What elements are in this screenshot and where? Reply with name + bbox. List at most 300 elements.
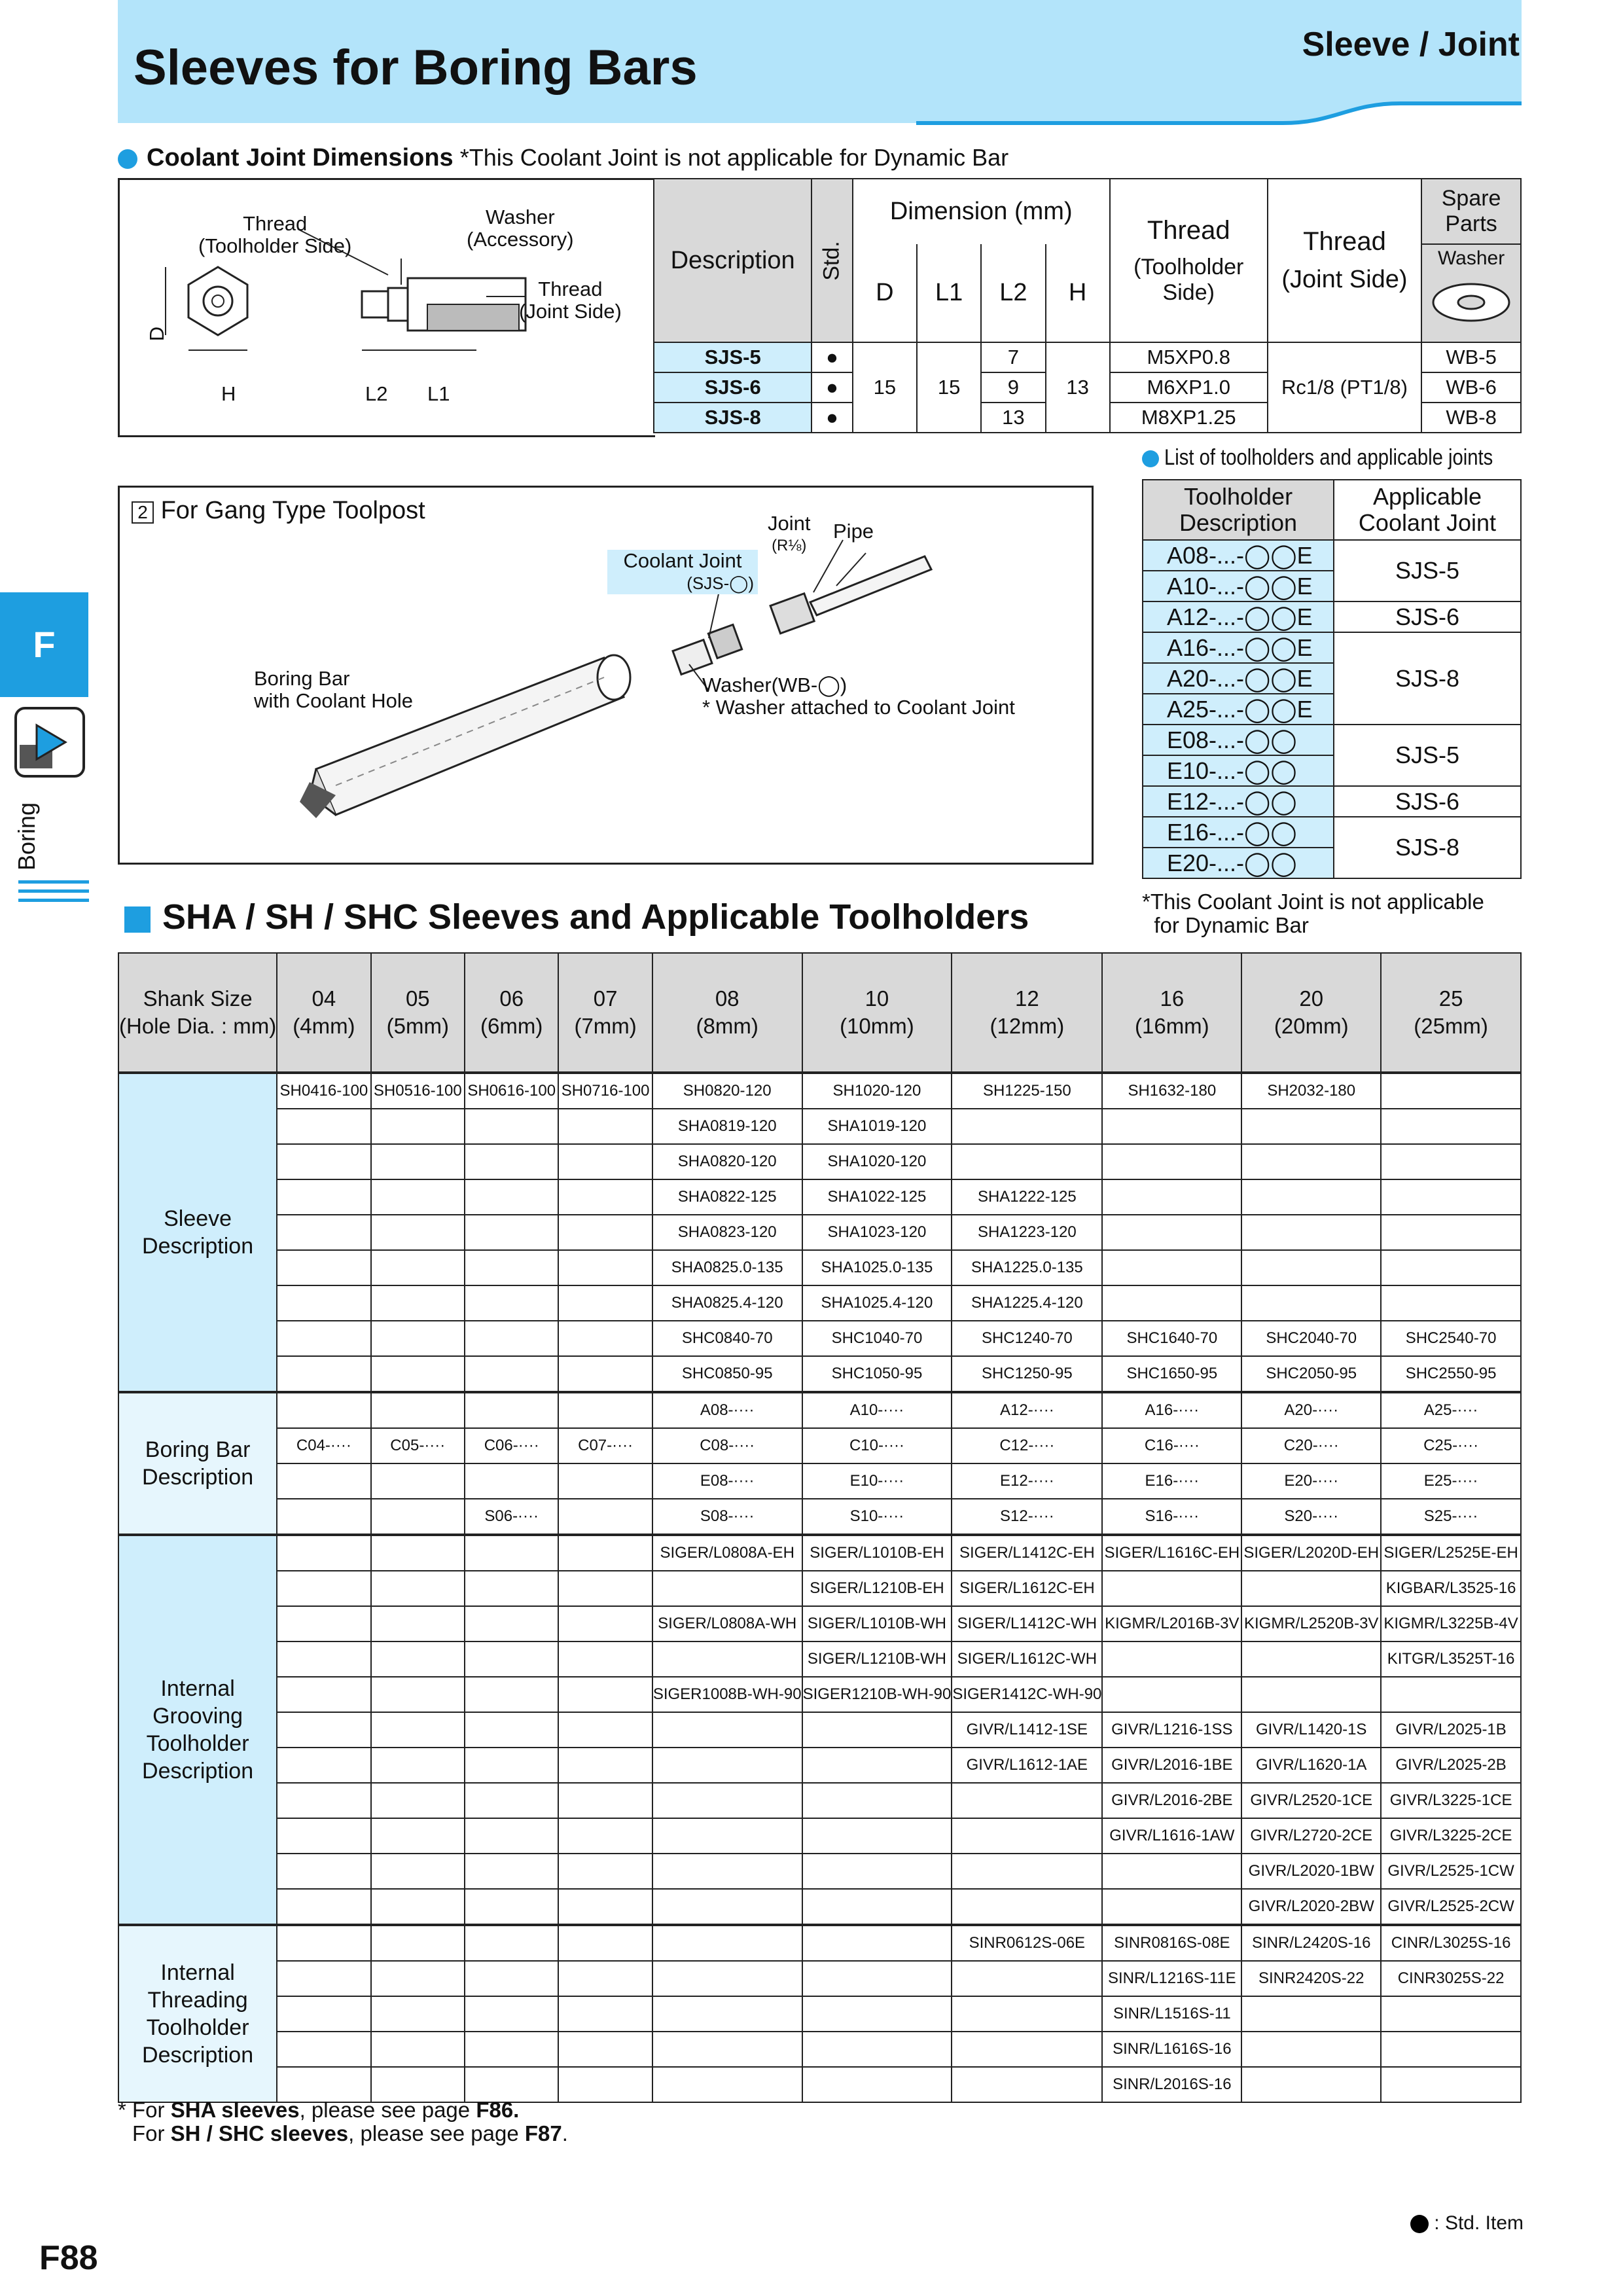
cell-washer: WB-8 — [1421, 403, 1521, 433]
table-cell: SIGER/L1412C-EH — [952, 1535, 1102, 1571]
group-label: Internal Grooving Toolholder Description — [118, 1535, 277, 1925]
table-cell — [558, 1606, 652, 1641]
table-cell — [465, 1996, 558, 2032]
col-shank-20: 20 (20mm) — [1241, 953, 1381, 1073]
table-cell — [371, 1606, 465, 1641]
list-holder: A10-...-◯◯E — [1143, 571, 1334, 601]
table-cell — [465, 1748, 558, 1783]
bullet-icon — [1142, 450, 1159, 467]
list-joint: SJS-6 — [1334, 601, 1521, 632]
table-cell — [371, 1499, 465, 1535]
col-shank-05: 05 (5mm) — [371, 953, 465, 1073]
row-desc: SJS-8 — [654, 403, 812, 433]
list-holder: A25-...-◯◯E — [1143, 694, 1334, 725]
table-cell — [371, 1535, 465, 1571]
table-cell — [1241, 1996, 1381, 2032]
table-cell: KITGR/L3525T-16 — [1381, 1641, 1521, 1677]
list-holder: A08-...-◯◯E — [1143, 540, 1334, 571]
col-l1: L1 — [917, 244, 981, 342]
table-cell: S20-···· — [1241, 1499, 1381, 1535]
table-cell: GIVR/L2025-1B — [1381, 1712, 1521, 1748]
table-cell: SINR/L2016S-16 — [1102, 2067, 1241, 2102]
table-cell — [952, 1109, 1102, 1144]
cell-l2: 13 — [981, 403, 1045, 433]
label-thread-joint: Thread (Joint Side) — [519, 278, 622, 323]
table-cell: GIVR/L2020-1BW — [1241, 1854, 1381, 1889]
list-holder: E20-...-◯◯ — [1143, 848, 1334, 878]
table-cell: SIGER/L2020D-EH — [1241, 1535, 1381, 1571]
table-cell — [277, 1463, 370, 1499]
table-cell — [371, 1285, 465, 1321]
table-cell: SHA0825.4-120 — [652, 1285, 802, 1321]
list-holder: E12-...-◯◯ — [1143, 786, 1334, 817]
table-cell: S08-···· — [652, 1499, 802, 1535]
list-holder: E10-...-◯◯ — [1143, 755, 1334, 786]
table-row — [118, 1783, 1521, 1818]
coolant-joint-table — [653, 178, 1522, 433]
table-cell — [558, 2032, 652, 2067]
table-cell — [371, 1996, 465, 2032]
table-row — [118, 1499, 1521, 1535]
table-row — [118, 1712, 1521, 1748]
col-d: D — [853, 244, 917, 342]
table-row — [118, 1535, 1521, 1571]
cell-joint-thread: Rc1/8 (PT1/8) — [1268, 342, 1421, 433]
table-cell: GIVR/L3225-1CE — [1381, 1783, 1521, 1818]
table-cell: GIVR/L1420-1S — [1241, 1712, 1381, 1748]
col-toolholder-description: Toolholder Description — [1143, 480, 1334, 540]
table-cell — [558, 1321, 652, 1356]
table-cell — [1102, 1571, 1241, 1606]
table-cell — [1241, 1109, 1381, 1144]
table-cell: KIGMR/L3225B-4V — [1381, 1606, 1521, 1641]
col-shank-12: 12 (12mm) — [952, 953, 1102, 1073]
table-row — [118, 1889, 1521, 1925]
table-cell: SHC1050-95 — [802, 1356, 952, 1392]
table-cell: C06-···· — [465, 1428, 558, 1463]
table-cell — [1102, 1215, 1241, 1250]
table-cell — [1241, 1179, 1381, 1215]
cell-washer: WB-6 — [1421, 372, 1521, 403]
col-spare-parts: Spare Parts — [1421, 179, 1521, 244]
table-cell: SHA1019-120 — [802, 1109, 952, 1144]
group-label: Internal Threading Toolholder Description — [118, 1925, 277, 2102]
table-cell — [465, 2067, 558, 2102]
table-cell: SIGER/L1412C-WH — [952, 1606, 1102, 1641]
row-std: ● — [812, 342, 852, 372]
label-boring-bar: Boring Bar with Coolant Hole — [254, 667, 413, 712]
table-cell — [652, 1818, 802, 1854]
table-cell — [558, 1818, 652, 1854]
table-cell — [465, 1463, 558, 1499]
table-cell: SHC2050-95 — [1241, 1356, 1381, 1392]
table-cell: SIGER/L0808A-WH — [652, 1606, 802, 1641]
table-cell — [277, 1854, 370, 1889]
table-cell: GIVR/L3225-2CE — [1381, 1818, 1521, 1854]
table-cell — [1381, 1215, 1521, 1250]
table-cell: SIGER/L1612C-EH — [952, 1571, 1102, 1606]
list-joint: SJS-5 — [1334, 725, 1521, 786]
table-cell — [652, 1748, 802, 1783]
table-cell — [465, 1571, 558, 1606]
table-cell: SHA1023-120 — [802, 1215, 952, 1250]
table-cell — [277, 1356, 370, 1392]
gang-title: For Gang Type Toolpost — [160, 497, 425, 524]
table-cell — [465, 1889, 558, 1925]
col-h: H — [1046, 244, 1110, 342]
table-cell — [465, 1961, 558, 1996]
table-cell — [652, 1961, 802, 1996]
label-joint: Joint (R⅛) — [768, 512, 811, 554]
table-cell — [277, 1641, 370, 1677]
table-cell: SIGER/L1210B-WH — [802, 1641, 952, 1677]
std-dot-icon — [1410, 2215, 1429, 2233]
table-cell: SINR/L2420S-16 — [1241, 1925, 1381, 1961]
table-cell: S16-···· — [1102, 1499, 1241, 1535]
table-cell: SHA1025.0-135 — [802, 1250, 952, 1285]
table-cell: SIGER/L1010B-EH — [802, 1535, 952, 1571]
table-cell — [1381, 2032, 1521, 2067]
label-coolant-joint: Coolant Joint (SJS-◯) — [607, 550, 758, 594]
table-cell — [652, 1889, 802, 1925]
table-row — [118, 2032, 1521, 2067]
table-cell — [371, 1854, 465, 1889]
table-cell — [371, 1144, 465, 1179]
table-cell — [558, 1571, 652, 1606]
sidebar-letter-tab[interactable]: F — [0, 592, 88, 697]
table-cell: SINR/L1616S-16 — [1102, 2032, 1241, 2067]
table-cell — [952, 1783, 1102, 1818]
table-cell: SHC0840-70 — [652, 1321, 802, 1356]
cell-thread: M5XP0.8 — [1110, 342, 1268, 372]
bullet-icon — [118, 149, 137, 169]
table-cell — [558, 1144, 652, 1179]
table-cell — [277, 1392, 370, 1428]
table-cell — [802, 2032, 952, 2067]
table-cell — [1241, 1677, 1381, 1712]
table-cell — [371, 1889, 465, 1925]
table-cell — [1381, 2067, 1521, 2102]
table-cell — [558, 1179, 652, 1215]
table-cell — [371, 1748, 465, 1783]
list-holder: E08-...-◯◯ — [1143, 725, 1334, 755]
table-cell: SHA1225.4-120 — [952, 1285, 1102, 1321]
table-cell — [558, 1250, 652, 1285]
table-cell: SHC1650-95 — [1102, 1356, 1241, 1392]
table-row — [118, 1321, 1521, 1356]
table-cell — [465, 1250, 558, 1285]
table-cell — [558, 1996, 652, 2032]
table-cell: E20-···· — [1241, 1463, 1381, 1499]
header-curve-decoration — [916, 77, 1522, 130]
table-cell: E10-···· — [802, 1463, 952, 1499]
table-cell — [652, 1783, 802, 1818]
list-note: *This Coolant Joint is not applicable for Dynamic Bar — [1142, 889, 1484, 937]
table-row — [118, 1818, 1521, 1854]
table-cell: SHC0850-95 — [652, 1356, 802, 1392]
table-cell: SH0416-100 — [277, 1073, 370, 1109]
table-cell: S25-···· — [1381, 1499, 1521, 1535]
table-cell: A08-···· — [652, 1392, 802, 1428]
table-row — [118, 1677, 1521, 1712]
col-applicable-joint: Applicable Coolant Joint — [1334, 480, 1521, 540]
table-row — [118, 1641, 1521, 1677]
table-cell: C07-···· — [558, 1428, 652, 1463]
table-cell — [652, 2032, 802, 2067]
table-cell: SHC2540-70 — [1381, 1321, 1521, 1356]
table-cell: SH1225-150 — [952, 1073, 1102, 1109]
table-cell — [952, 1889, 1102, 1925]
section-tag: Sleeve / Joint — [1302, 26, 1520, 63]
table-cell: GIVR/L2520-1CE — [1241, 1783, 1381, 1818]
table-cell: GIVR/L1620-1A — [1241, 1748, 1381, 1783]
list-holder: A20-...-◯◯E — [1143, 663, 1334, 694]
cell-l2: 9 — [981, 372, 1045, 403]
row-desc: SJS-6 — [654, 372, 812, 403]
label-washer: Washer (Accessory) — [467, 206, 574, 251]
cell-thread: M8XP1.25 — [1110, 403, 1268, 433]
washer-icon — [1429, 270, 1514, 329]
table-row — [118, 1428, 1521, 1463]
table-cell — [952, 2032, 1102, 2067]
table-cell — [1381, 1285, 1521, 1321]
table-cell — [465, 1712, 558, 1748]
table-cell — [371, 1925, 465, 1961]
table-cell: SH1020-120 — [802, 1073, 952, 1109]
group-label: Sleeve Description — [118, 1073, 277, 1392]
table-cell: SHA0823-120 — [652, 1215, 802, 1250]
table-cell: S12-···· — [952, 1499, 1102, 1535]
table-cell — [802, 1889, 952, 1925]
table-cell: A25-···· — [1381, 1392, 1521, 1428]
table-cell — [1102, 1285, 1241, 1321]
table-cell — [277, 1748, 370, 1783]
table-cell: C16-···· — [1102, 1428, 1241, 1463]
table-cell: S10-···· — [802, 1499, 952, 1535]
table-cell — [1102, 1250, 1241, 1285]
label-l2: L2 — [365, 382, 388, 405]
sleeves-table — [118, 952, 1522, 2103]
table-cell — [371, 1215, 465, 1250]
table-cell — [465, 1818, 558, 1854]
table-cell: GIVR/L1412-1SE — [952, 1712, 1102, 1748]
table-cell — [277, 1321, 370, 1356]
label-thread-toolholder: Thread (Toolholder Side) — [198, 212, 352, 257]
table-cell — [277, 2067, 370, 2102]
table-cell — [277, 1144, 370, 1179]
table-cell — [465, 1925, 558, 1961]
sleeves-footnotes — [118, 2098, 568, 2145]
table-cell: SH0616-100 — [465, 1073, 558, 1109]
table-cell — [371, 1783, 465, 1818]
table-cell: SIGER/L1616C-EH — [1102, 1535, 1241, 1571]
table-cell — [277, 1961, 370, 1996]
table-cell: A12-···· — [952, 1392, 1102, 1428]
list-joint: SJS-8 — [1334, 632, 1521, 725]
table-cell — [277, 1925, 370, 1961]
table-cell — [465, 2032, 558, 2067]
boring-category-icon — [13, 706, 86, 779]
table-cell — [1241, 1285, 1381, 1321]
table-cell: SHA0825.0-135 — [652, 1250, 802, 1285]
table-cell: SHA1025.4-120 — [802, 1285, 952, 1321]
gang-toolpost-box — [118, 486, 1094, 865]
table-cell: SH0820-120 — [652, 1073, 802, 1109]
table-cell — [277, 1499, 370, 1535]
table-cell: SIGER1210B-WH-90 — [802, 1677, 952, 1712]
table-cell: C12-···· — [952, 1428, 1102, 1463]
label-d: D — [145, 326, 169, 342]
sleeves-heading-row — [124, 897, 1029, 937]
table-cell — [1102, 1144, 1241, 1179]
col-shank-07: 07 (7mm) — [558, 953, 652, 1073]
table-cell — [465, 1535, 558, 1571]
table-cell — [277, 1250, 370, 1285]
table-cell — [558, 1783, 652, 1818]
page-title: Sleeves for Boring Bars — [134, 40, 698, 96]
table-row — [118, 1996, 1521, 2032]
table-cell: GIVR/L1216-1SS — [1102, 1712, 1241, 1748]
table-cell: SHA0822-125 — [652, 1179, 802, 1215]
table-cell — [652, 1996, 802, 2032]
table-cell — [558, 1889, 652, 1925]
table-cell — [1102, 1889, 1241, 1925]
table-cell: SINR0816S-08E — [1102, 1925, 1241, 1961]
table-cell: A20-···· — [1241, 1392, 1381, 1428]
table-cell: E25-···· — [1381, 1463, 1521, 1499]
table-cell — [1241, 2032, 1381, 2067]
group-label: Boring Bar Description — [118, 1392, 277, 1535]
col-shank-08: 08 (8mm) — [652, 953, 802, 1073]
page-number: F88 — [39, 2239, 98, 2277]
table-cell: SH2032-180 — [1241, 1073, 1381, 1109]
col-thread-joint: Thread (Joint Side) — [1268, 179, 1421, 342]
table-cell — [371, 1641, 465, 1677]
table-cell: SHC1640-70 — [1102, 1321, 1241, 1356]
table-cell — [802, 1712, 952, 1748]
table-cell — [558, 1677, 652, 1712]
table-cell — [802, 1925, 952, 1961]
table-cell: A10-···· — [802, 1392, 952, 1428]
table-row — [118, 1250, 1521, 1285]
table-cell: SHA0819-120 — [652, 1109, 802, 1144]
table-cell — [465, 1641, 558, 1677]
table-cell: SIGER/L1010B-WH — [802, 1606, 952, 1641]
table-cell — [1381, 1073, 1521, 1109]
table-cell — [802, 1961, 952, 1996]
list-heading: List of toolholders and applicable joints — [1164, 445, 1493, 470]
table-cell — [371, 1392, 465, 1428]
label-pipe: Pipe — [833, 520, 874, 543]
table-cell: SHC1250-95 — [952, 1356, 1102, 1392]
table-cell — [371, 2067, 465, 2102]
table-row — [118, 1144, 1521, 1179]
cell-d: 15 — [853, 342, 917, 433]
table-cell — [465, 1783, 558, 1818]
list-joint: SJS-8 — [1334, 817, 1521, 878]
table-cell — [465, 1321, 558, 1356]
table-cell — [465, 1109, 558, 1144]
footnote-sh-shc: For SH / SHC sleeves, please see page F87. — [132, 2121, 568, 2145]
table-cell: SINR0612S-06E — [952, 1925, 1102, 1961]
table-cell — [1102, 1641, 1241, 1677]
table-cell — [952, 1144, 1102, 1179]
row-std: ● — [812, 372, 852, 403]
table-cell — [371, 1179, 465, 1215]
table-row — [118, 1392, 1521, 1428]
table-cell — [1241, 1250, 1381, 1285]
table-cell: SIGER/L2525E-EH — [1381, 1535, 1521, 1571]
table-cell — [1241, 1144, 1381, 1179]
table-cell: KIGBAR/L3525-16 — [1381, 1571, 1521, 1606]
table-cell: SINR2420S-22 — [1241, 1961, 1381, 1996]
table-row — [118, 1179, 1521, 1215]
label-washer-gang: Washer(WB-◯) * Washer attached to Coolant Joint — [702, 673, 1015, 719]
cell-washer: WB-5 — [1421, 342, 1521, 372]
table-row — [118, 2067, 1521, 2102]
table-cell — [277, 1109, 370, 1144]
table-cell — [371, 1463, 465, 1499]
cell-h: 13 — [1046, 342, 1110, 433]
table-cell — [371, 1321, 465, 1356]
table-cell — [277, 1818, 370, 1854]
table-cell — [952, 1854, 1102, 1889]
table-cell — [1102, 1179, 1241, 1215]
coolant-note: *This Coolant Joint is not applicable for Dynamic Bar — [459, 144, 1009, 171]
table-cell — [277, 1571, 370, 1606]
table-cell: C10-···· — [802, 1428, 952, 1463]
table-cell: GIVR/L2016-1BE — [1102, 1748, 1241, 1783]
table-cell — [1381, 1996, 1521, 2032]
sidebar-stripes — [18, 880, 89, 908]
toolholder-joint-table — [1142, 479, 1522, 879]
table-cell: GIVR/L2020-2BW — [1241, 1889, 1381, 1925]
table-cell — [652, 1925, 802, 1961]
col-washer: Washer — [1421, 244, 1521, 342]
table-row — [118, 1463, 1521, 1499]
table-cell: SHA1020-120 — [802, 1144, 952, 1179]
table-cell: SINR/L1216S-11E — [1102, 1961, 1241, 1996]
table-cell: E08-···· — [652, 1463, 802, 1499]
table-cell — [465, 1179, 558, 1215]
table-cell — [802, 2067, 952, 2102]
table-cell: C04-···· — [277, 1428, 370, 1463]
table-cell — [1381, 1677, 1521, 1712]
table-cell — [277, 1677, 370, 1712]
col-shank-04: 04 (4mm) — [277, 953, 370, 1073]
table-cell — [371, 1571, 465, 1606]
table-cell: C25-···· — [1381, 1428, 1521, 1463]
table-cell — [465, 1285, 558, 1321]
table-cell — [558, 1712, 652, 1748]
table-cell — [1241, 1641, 1381, 1677]
table-cell — [371, 1356, 465, 1392]
col-thread-toolholder: Thread (Toolholder Side) — [1110, 179, 1268, 342]
std-item-legend: : Std. Item — [1410, 2212, 1524, 2234]
col-std: Std. — [812, 179, 852, 342]
table-cell: SHA1225.0-135 — [952, 1250, 1102, 1285]
cell-l2: 7 — [981, 342, 1045, 372]
table-cell: SIGER1008B-WH-90 — [652, 1677, 802, 1712]
table-cell: SHC2040-70 — [1241, 1321, 1381, 1356]
table-cell — [277, 1712, 370, 1748]
table-cell — [371, 1961, 465, 1996]
table-cell — [1381, 1144, 1521, 1179]
col-shank-06: 06 (6mm) — [465, 953, 558, 1073]
table-cell — [558, 1109, 652, 1144]
table-cell: SIGER/L1612C-WH — [952, 1641, 1102, 1677]
list-heading-row — [1142, 445, 1546, 471]
